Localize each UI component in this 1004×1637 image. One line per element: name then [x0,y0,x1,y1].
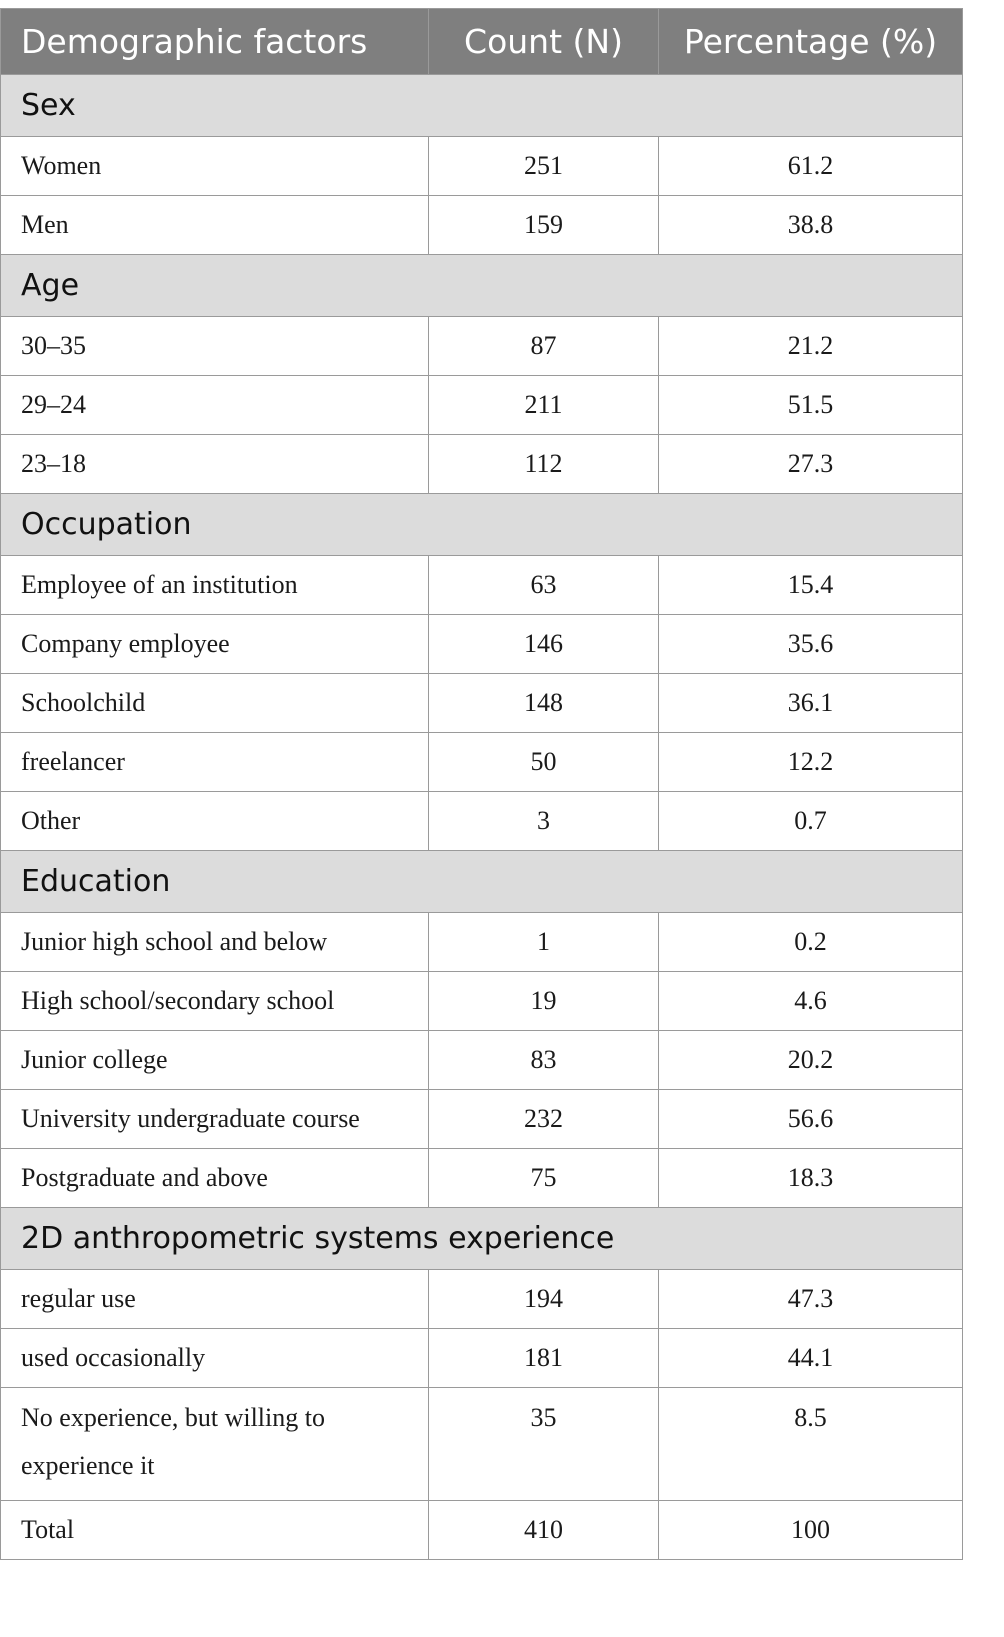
header-count: Count (N) [429,9,659,75]
table-row [1,556,963,615]
row-count: 112 [429,435,659,494]
row-count: 251 [429,137,659,196]
table-row [1,972,963,1031]
table-row [1,435,963,494]
header-demographic-factors: Demographic factors [1,9,429,75]
row-label: 23–18 [1,435,429,494]
row-count: 232 [429,1090,659,1149]
table-row [1,317,963,376]
row-count: 1 [429,913,659,972]
row-label: University undergraduate course [1,1090,429,1149]
table-row [1,196,963,255]
row-label: regular use [1,1270,429,1329]
row-percentage: 38.8 [659,196,963,255]
total-row [1,1501,963,1560]
row-percentage: 36.1 [659,674,963,733]
row-percentage: 12.2 [659,733,963,792]
table-row [1,137,963,196]
row-count: 181 [429,1329,659,1388]
row-count: 75 [429,1149,659,1208]
row-count: 83 [429,1031,659,1090]
row-count: 194 [429,1270,659,1329]
row-count: 63 [429,556,659,615]
total-label: Total [1,1501,429,1560]
section-title: Education [1,851,963,913]
row-percentage: 51.5 [659,376,963,435]
row-label: used occasionally [1,1329,429,1388]
row-percentage: 15.4 [659,556,963,615]
table-row [1,674,963,733]
row-count: 50 [429,733,659,792]
row-percentage: 27.3 [659,435,963,494]
row-percentage: 0.7 [659,792,963,851]
row-label: Schoolchild [1,674,429,733]
row-percentage: 18.3 [659,1149,963,1208]
total-percentage: 100 [659,1501,963,1560]
row-count: 19 [429,972,659,1031]
row-percentage: 21.2 [659,317,963,376]
row-label: Company employee [1,615,429,674]
table-row [1,1090,963,1149]
table-row [1,913,963,972]
table-row [1,1031,963,1090]
table-header [1,9,963,75]
row-percentage: 8.5 [659,1388,963,1501]
table-row [1,1329,963,1388]
table-row [1,615,963,674]
section-row-education [1,851,963,913]
table-row [1,733,963,792]
row-percentage: 56.6 [659,1090,963,1149]
row-label: freelancer [1,733,429,792]
row-percentage: 61.2 [659,137,963,196]
row-count: 87 [429,317,659,376]
demographics-table [0,8,963,1560]
total-count: 410 [429,1501,659,1560]
row-percentage: 44.1 [659,1329,963,1388]
row-label: Junior college [1,1031,429,1090]
header-percentage: Percentage (%) [659,9,963,75]
row-percentage: 47.3 [659,1270,963,1329]
row-percentage: 35.6 [659,615,963,674]
section-row-experience [1,1208,963,1270]
row-percentage: 0.2 [659,913,963,972]
table-row [1,792,963,851]
row-count: 159 [429,196,659,255]
row-count: 35 [429,1388,659,1501]
section-title: 2D anthropometric systems experience [1,1208,963,1270]
row-count: 211 [429,376,659,435]
row-label: Men [1,196,429,255]
table-row [1,1270,963,1329]
header-row [1,9,963,75]
row-percentage: 4.6 [659,972,963,1031]
table-row [1,376,963,435]
row-label: Postgraduate and above [1,1149,429,1208]
row-label: Other [1,792,429,851]
row-label: No experience, but willing to experience it [1,1388,429,1501]
row-percentage: 20.2 [659,1031,963,1090]
row-label: Women [1,137,429,196]
section-row-occupation [1,494,963,556]
section-row-sex [1,75,963,137]
table-row [1,1388,963,1501]
row-label: High school/secondary school [1,972,429,1031]
row-label: 29–24 [1,376,429,435]
table-row [1,1149,963,1208]
section-row-age [1,255,963,317]
section-title: Occupation [1,494,963,556]
row-count: 148 [429,674,659,733]
row-count: 3 [429,792,659,851]
row-label: Junior high school and below [1,913,429,972]
row-count: 146 [429,615,659,674]
table-body [1,75,963,1560]
section-title: Age [1,255,963,317]
row-label: 30–35 [1,317,429,376]
row-label: Employee of an institution [1,556,429,615]
section-title: Sex [1,75,963,137]
